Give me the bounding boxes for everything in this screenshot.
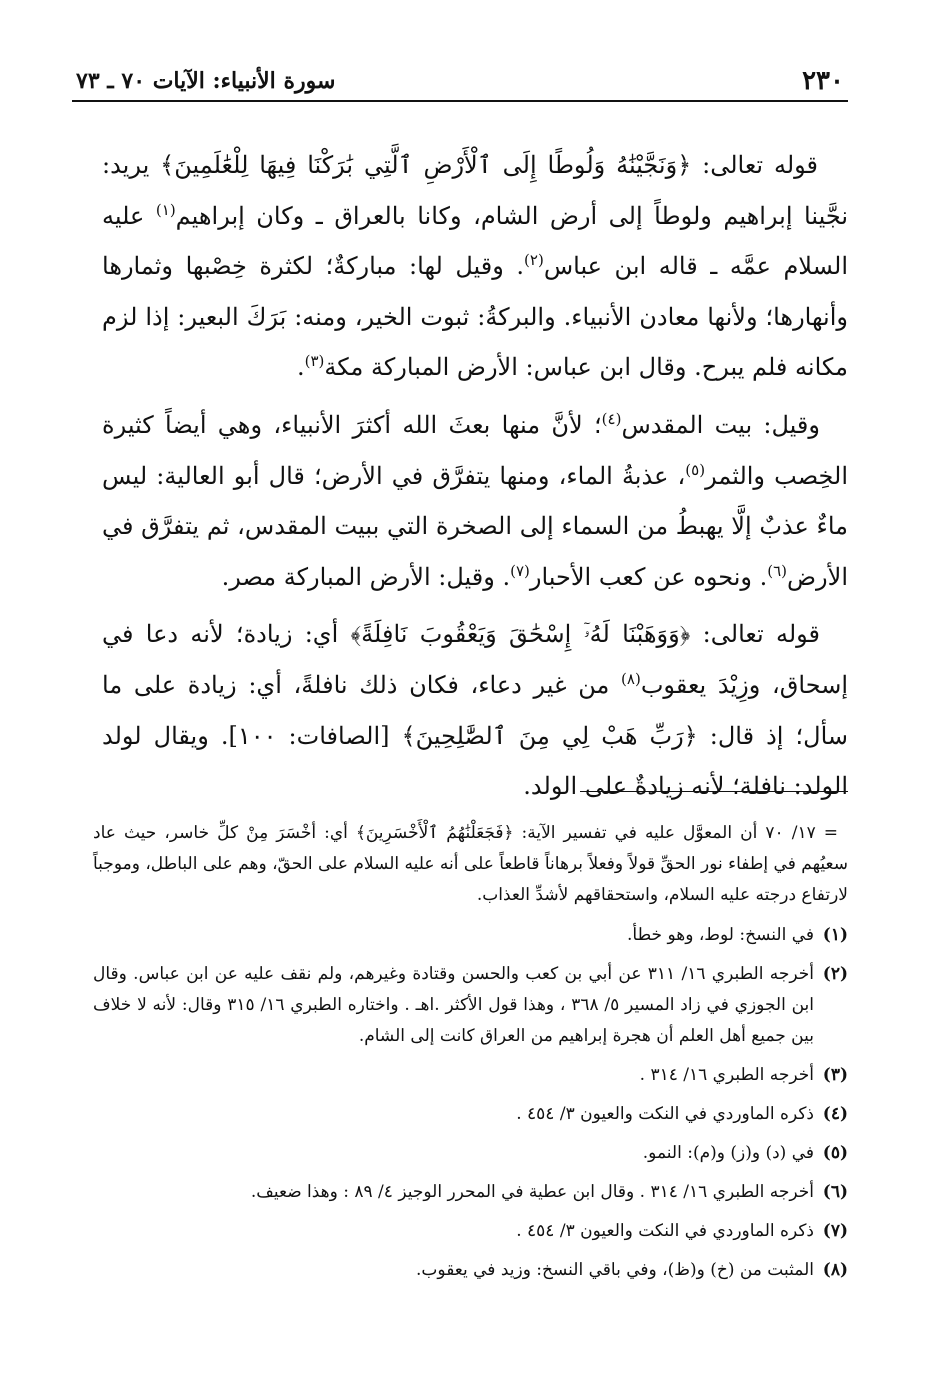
footnote-number: (٢) (822, 964, 848, 984)
footnote-text: ذكره الماوردي في النكت والعيون ٣/ ٤٥٤ . (516, 1221, 814, 1241)
footnote-item (93, 1138, 848, 1169)
footnote-ref-4[interactable]: (٤) (601, 409, 622, 428)
footnote-ref-8[interactable]: (٨) (621, 669, 641, 688)
footnote-ref-7[interactable]: (٧) (510, 561, 530, 580)
footnote-text: ذكره الماوردي في النكت والعيون ٣/ ٤٥٤ . (516, 1104, 814, 1124)
quran-verse: ﴿رَبِّ هَبْ لِي مِنَ ٱلصَّٰلِحِينَ﴾ (401, 721, 698, 750)
footnote-item (93, 1216, 848, 1247)
footnote-text: في (د) و(ز) و(م): النمو. (642, 1143, 814, 1163)
footnote-item (93, 1099, 848, 1130)
footnote-number: (٦) (822, 1182, 848, 1202)
footnote-item (93, 959, 848, 1052)
footnote-ref-2[interactable]: (٢) (524, 251, 544, 270)
footnote-number: (١) (822, 925, 848, 945)
footnote-continuation: = ١٧/ ٧٠ أن المعوَّل عليه في تفسير الآية: ﴿فَجَعَلْنَٰهُمُ ٱلْأَخْسَرِينَ﴾ أي: أخْسَرَ مِنْ كلِّ خاسر، حيث عاد سعيُهم في إطفاء نور الحقِّ قولاً وفعلاً برهاناً قاطعاً على أنه عليه السلام على الحقّ، وهم على الباطل، وموجباً لارتفاع درجته عليه السلام، واستحقاقهم لأشدِّ العذاب. (93, 823, 848, 905)
footnotes (93, 818, 848, 1294)
footnote-item (93, 920, 848, 951)
footnote-item (93, 1177, 848, 1208)
main-text (102, 140, 848, 819)
footnote-ref-1[interactable]: (١) (155, 200, 176, 219)
footnote-text: في النسخ: لوط، وهو خطأ. (627, 925, 814, 945)
footnote-text: أخرجه الطبري ١٦/ ٣١٤ . (639, 1065, 814, 1085)
footnote-text: المثبت من (خ) و(ظ)، وفي باقي النسخ: وزيد في يعقوب. (416, 1260, 814, 1280)
footnote-text: أخرجه الطبري ١٦/ ٣١٤ . وقال ابن عطية في المحرر الوجيز ٤/ ٨٩ : وهذا ضعيف. (250, 1182, 814, 1202)
footnote-ref-6[interactable]: (٦) (767, 561, 788, 580)
footnote-number: (٧) (822, 1221, 848, 1241)
footnote-number: (٥) (822, 1143, 848, 1163)
footnote-text: أخرجه الطبري ١٦/ ٣١١ عن أبي بن كعب والحسن وقتادة وغيرهم، ولم نقف عليه عن ابن عباس. وقال ابن الجوزي في زاد المسير ٥/ ٣٦٨ ، وهذا قول الأكثر .اهـ . واختاره الطبري ١٦/ ٣١٥ وقال: لأنه لا خلاف بين جميع أهل العلم أن هجرة إبراهيم من العراق كانت إلى الشام. (93, 964, 815, 1046)
footnote-item (93, 1255, 848, 1286)
paragraph-1: قوله تعالى: ﴿وَنَجَّيْنَٰهُ وَلُوطًا إِلَى ٱلْأَرْضِ ٱلَّتِي بَٰرَكْنَا فِيهَا لِلْعَٰلَمِينَ﴾ يريد: نجَّينا إبراهيم ولوطاً إلى أرض الشام، وكانا بالعراق ـ وكان إبراهيم$^{(١)}$ عليه السلام عمَّه ـ قاله ابن عباس$^{(٢)}$. وقيل لها: مباركةٌ؛ لكثرة خِصْبها وثمارها وأنهارها؛ ولأنها معادن الأنبياء. والبركةُ: ثبوت الخير، ومنه: بَرَكَ البعير: إذا لزم مكانه فلم يبرح. وقال ابن عباس: الأرض المباركة مكة$^{(٣)}$. (102, 151, 849, 382)
footnote-separator (580, 791, 848, 792)
page-number: ٢٣٠ (802, 66, 844, 96)
footnote-number: (٣) (822, 1065, 848, 1085)
page-header (72, 60, 848, 102)
footnote-ref-5[interactable]: (٥) (685, 460, 706, 479)
footnote-number: (٤) (822, 1104, 848, 1124)
paragraph-3: قوله تعالى: ﴿وَوَهَبْنَا لَهُۥٓ إِسْحَٰقَ وَيَعْقُوبَ نَافِلَةً﴾ أي: زيادة؛ لأنه دعا في إسحاق، وزِيْدَ يعقوب$^{(٨)}$ من غير دعاء، فكان ذلك نافلةً، أي: زيادة على ما سأل؛ إذ قال: ﴿رَبِّ هَبْ لِي مِنَ ٱلصَّٰلِحِينَ﴾ [الصافات: ١٠٠]. ويقال لولد الولد: نافلة؛ لأنه زيادةٌ على الولد. (102, 620, 848, 801)
quran-verse: ﴿وَوَهَبْنَا لَهُۥٓ إِسْحَٰقَ وَيَعْقُوبَ نَافِلَةً﴾ (350, 620, 691, 649)
footnote-item (93, 1060, 848, 1091)
paragraph-2: وقيل: بيت المقدس$^{(٤)}$؛ لأنَّ منها بعثَ الله أكثرَ الأنبياء، وهي أيضاً كثيرة الخِصب والثمر$^{(٥)}$، عذبةُ الماء، ومنها يتفرَّق في الأرض؛ قال أبو العالية: ليس ماءٌ عذبٌ إلَّا يهبطُ من السماء إلى الصخرة التي ببيت المقدس، ثم يتفرَّق في الأرض$^{(٦)}$. ونحوه عن كعب الأحبار$^{(٧)}$. وقيل: الأرض المباركة مصر. (102, 409, 848, 591)
running-title: سورة الأنبياء: الآيات ٧٠ ـ ٧٣ (76, 68, 336, 94)
footnote-ref-3[interactable]: (٣) (304, 352, 325, 371)
footnote-number: (٨) (822, 1260, 848, 1280)
quran-verse: ﴿وَنَجَّيْنَٰهُ وَلُوطًا إِلَى ٱلْأَرْضِ ٱلَّتِي بَٰرَكْنَا فِيهَا لِلْعَٰلَمِينَ﴾ (160, 151, 692, 179)
